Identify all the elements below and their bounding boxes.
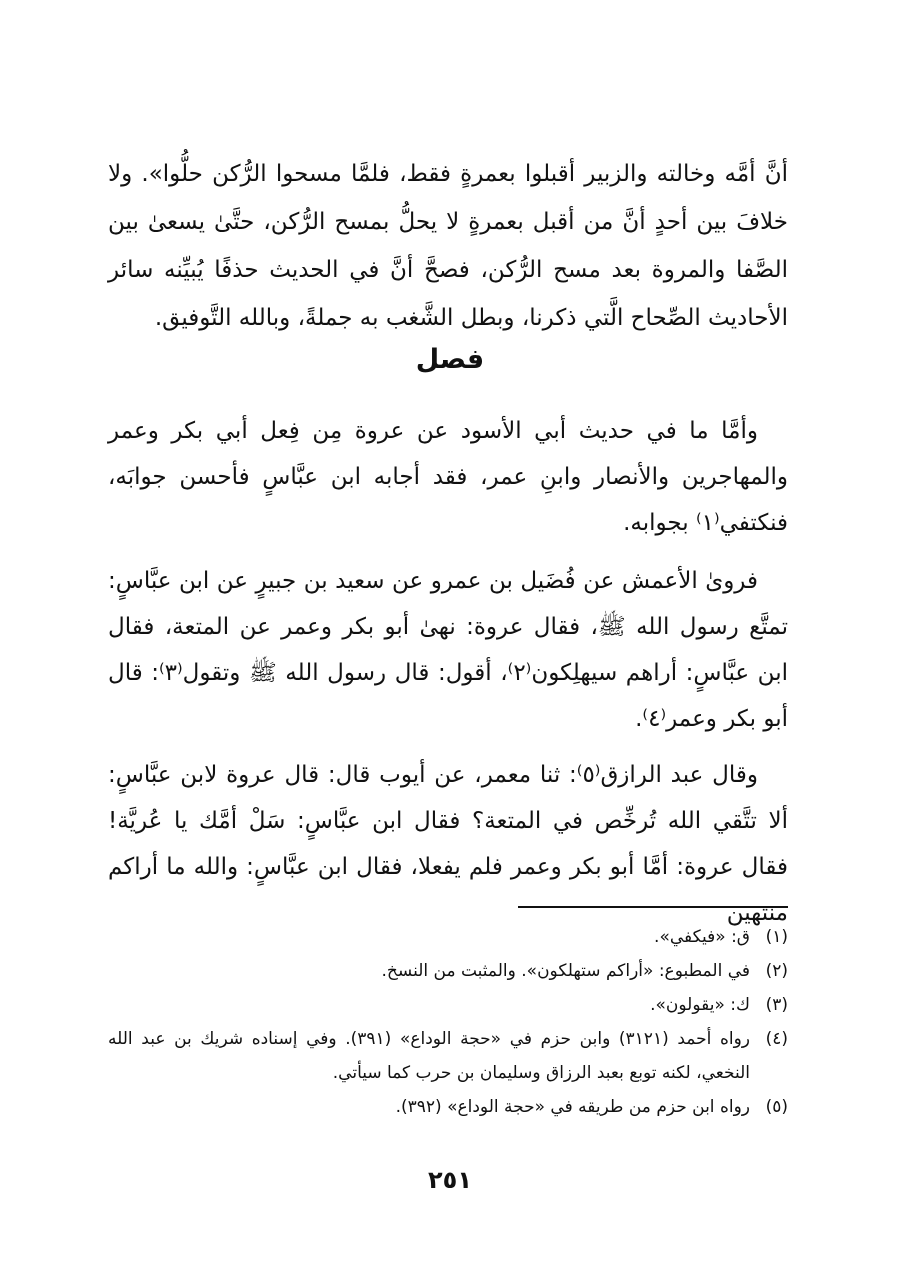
footnote-number: (٢) [765, 961, 788, 981]
footnotes [108, 920, 788, 1124]
footnote-number: (٥) [765, 1097, 788, 1117]
paragraph-abd-al-razzaq-narration: وقال عبد الرازق⁽٥⁾: ثنا معمر، عن أيوب قال: قال عروة لابن عبَّاسٍ: ألا تتَّقي الله تُرخِّص في المتعة؟ فقال ابن عبَّاسٍ: سَلْ أمَّك يا عُريَّة! فقال عروة: أمَّا أبو بكر وعمر فلم يفعلا، فقال ابن عبَّاسٍ: والله ما أراكم منتهين [108, 762, 788, 926]
footnote-separator [518, 906, 788, 908]
paragraph-abu-al-aswad: وأمَّا ما في حديث أبي الأسود عن عروة مِن فِعل أبي بكر وعمر والمهاجرين والأنصار وابنِ عمر، فقد أجابه ابن عبَّاسٍ فأحسن جوابَه، فنكتفي⁽١⁾ بجوابه. [108, 418, 788, 536]
footnote-number: (١) [765, 927, 788, 947]
footnote-text: رواه ابن حزم من طريقه في «حجة الوداع» (٣٩٢). [395, 1097, 750, 1117]
footnote-5 [108, 1090, 788, 1124]
footnote-text: ق: «فيكفي». [654, 927, 750, 947]
paragraph-al-amash-narration: فروىٰ الأعمش عن فُضَيل بن عمرو عن سعيد بن جبيرٍ عن ابن عبَّاسٍ: تمتَّع رسول الله ﷺ، فقال عروة: نهىٰ أبو بكر وعمر عن المتعة، فقال ابن عبَّاسٍ: أراهم سيهلِكون⁽٢⁾، أقول: قال رسول الله ﷺ وتقول⁽٣⁾: قال أبو بكر وعمر⁽٤⁾. [108, 568, 788, 732]
footnote-text: ك: «يقولون». [650, 995, 750, 1015]
footnote-2 [108, 954, 788, 988]
footnote-number: (٣) [765, 995, 788, 1015]
footnote-number: (٤) [765, 1029, 788, 1049]
footnote-3 [108, 988, 788, 1022]
footnote-1 [108, 920, 788, 954]
footnote-text: في المطبوع: «أراكم ستهلكون». والمثبت من النسخ. [381, 961, 750, 981]
footnote-4 [108, 1022, 788, 1090]
section-heading: فصل [415, 344, 485, 375]
page-number: ٢٥١ [428, 1166, 472, 1194]
footnote-text: رواه أحمد (٣١٢١) وابن حزم في «حجة الوداع» (٣٩١). وفي إسناده شريك بن عبد الله النخعي، لكنه توبع بعبد الرزاق وسليمان بن حرب كما سيأتي. [108, 1029, 750, 1083]
paragraph-continuation: أنَّ أمَّه وخالته والزبير أقبلوا بعمرةٍ فقط، فلمَّا مسحوا الرُّكن حلُّوا». ولا خلافَ بين أحدٍ أنَّ من أقبل بعمرةٍ لا يحلُّ بمسح الرُّكن، حتَّىٰ يسعىٰ بين الصَّفا والمروة بعد مسح الرُّكن، فصحَّ أنَّ في الحديث حذفًا يُبيِّنه سائر الأحاديث الصِّحاح الَّتي ذكرنا، وبطل الشَّغب به جملةً، وبالله التَّوفيق. [108, 161, 788, 331]
